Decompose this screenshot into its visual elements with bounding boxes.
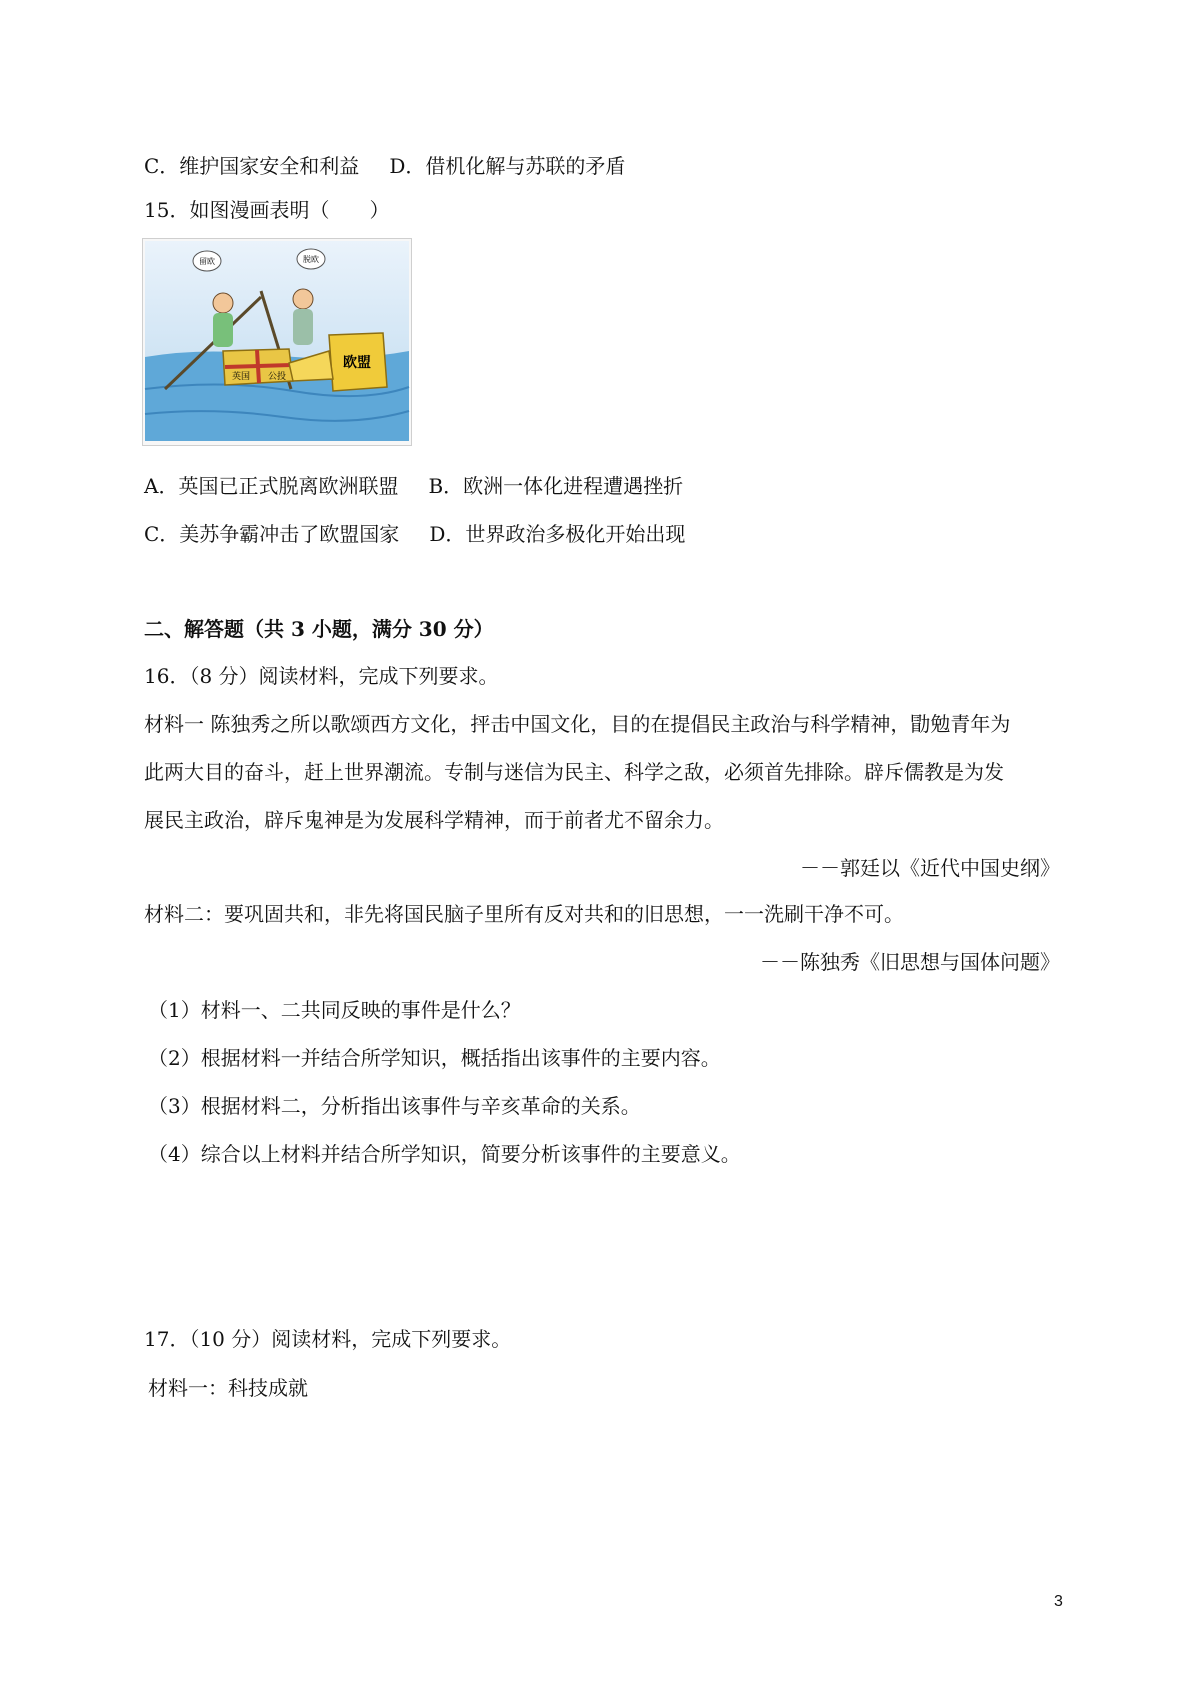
q16-material1-line-3: 展民主政治，辟斥鬼神是为发展科学精神，而于前者尤不留余力。 [144,808,724,832]
q16-question-1: （1）材料一、二共同反映的事件是什么？ [148,998,521,1022]
q16-material1-line-1: 材料一 陈独秀之所以歌颂西方文化，抨击中国文化，目的在提倡民主政治与科学精神，勖勉青年为 [144,712,1011,736]
bubble-stay-text: 留欧 [199,257,215,266]
q16-question-2: （2）根据材料一并结合所学知识，概括指出该事件的主要内容。 [148,1046,721,1070]
q16-material1-line-2: 此两大目的奋斗，赶上世界潮流。专制与迷信为民主、科学之敌，必须首先排除。辟斥儒教是为发 [144,760,1004,784]
q16-material1-source: －－郭廷以《近代中国史纲》 [800,856,1060,880]
q16-stem: 16．（8 分）阅读材料，完成下列要求。 [144,664,499,688]
q16-material2-source: －－陈独秀《旧思想与国体问题》 [760,950,1060,974]
q14-option-c: C．维护国家安全和利益 [144,154,360,178]
q16-material2: 材料二：要巩固共和，非先将国民脑子里所有反对共和的旧思想，一一洗刷干净不可。 [144,902,904,926]
q17-stem: 17．（10 分）阅读材料，完成下列要求。 [144,1327,512,1351]
q17-material1: 材料一：科技成就 [148,1376,308,1400]
section-heading: 二、解答题（共 3 小题，满分 30 分） [144,617,494,641]
box-eu-text: 欧盟 [343,355,371,371]
q15-stem: 15．如图漫画表明（ ） [144,198,390,222]
q16-question-4: （4）综合以上材料并结合所学知识，简要分析该事件的主要意义。 [148,1142,741,1166]
bubble-leave-text: 脱欧 [303,255,319,264]
box-vote-text: 公投 [267,372,287,382]
box-uk-text: 英国 [231,372,251,382]
page-number: 3 [1054,1593,1063,1610]
q15-option-d: D．世界政治多极化开始出现 [429,522,686,546]
q14-options-cd [144,152,625,180]
q15-option-c: C．美苏争霸冲击了欧盟国家 [144,522,400,546]
q15-options-ab [144,472,683,500]
q15-option-b: B．欧洲一体化进程遭遇挫折 [428,474,684,498]
q15-option-a: A．英国已正式脱离欧洲联盟 [144,474,399,498]
q15-options-cd [144,520,685,548]
q14-option-d: D．借机化解与苏联的矛盾 [389,154,626,178]
brexit-cartoon-image [142,238,412,446]
q16-question-3: （3）根据材料二，分析指出该事件与辛亥革命的关系。 [148,1094,641,1118]
